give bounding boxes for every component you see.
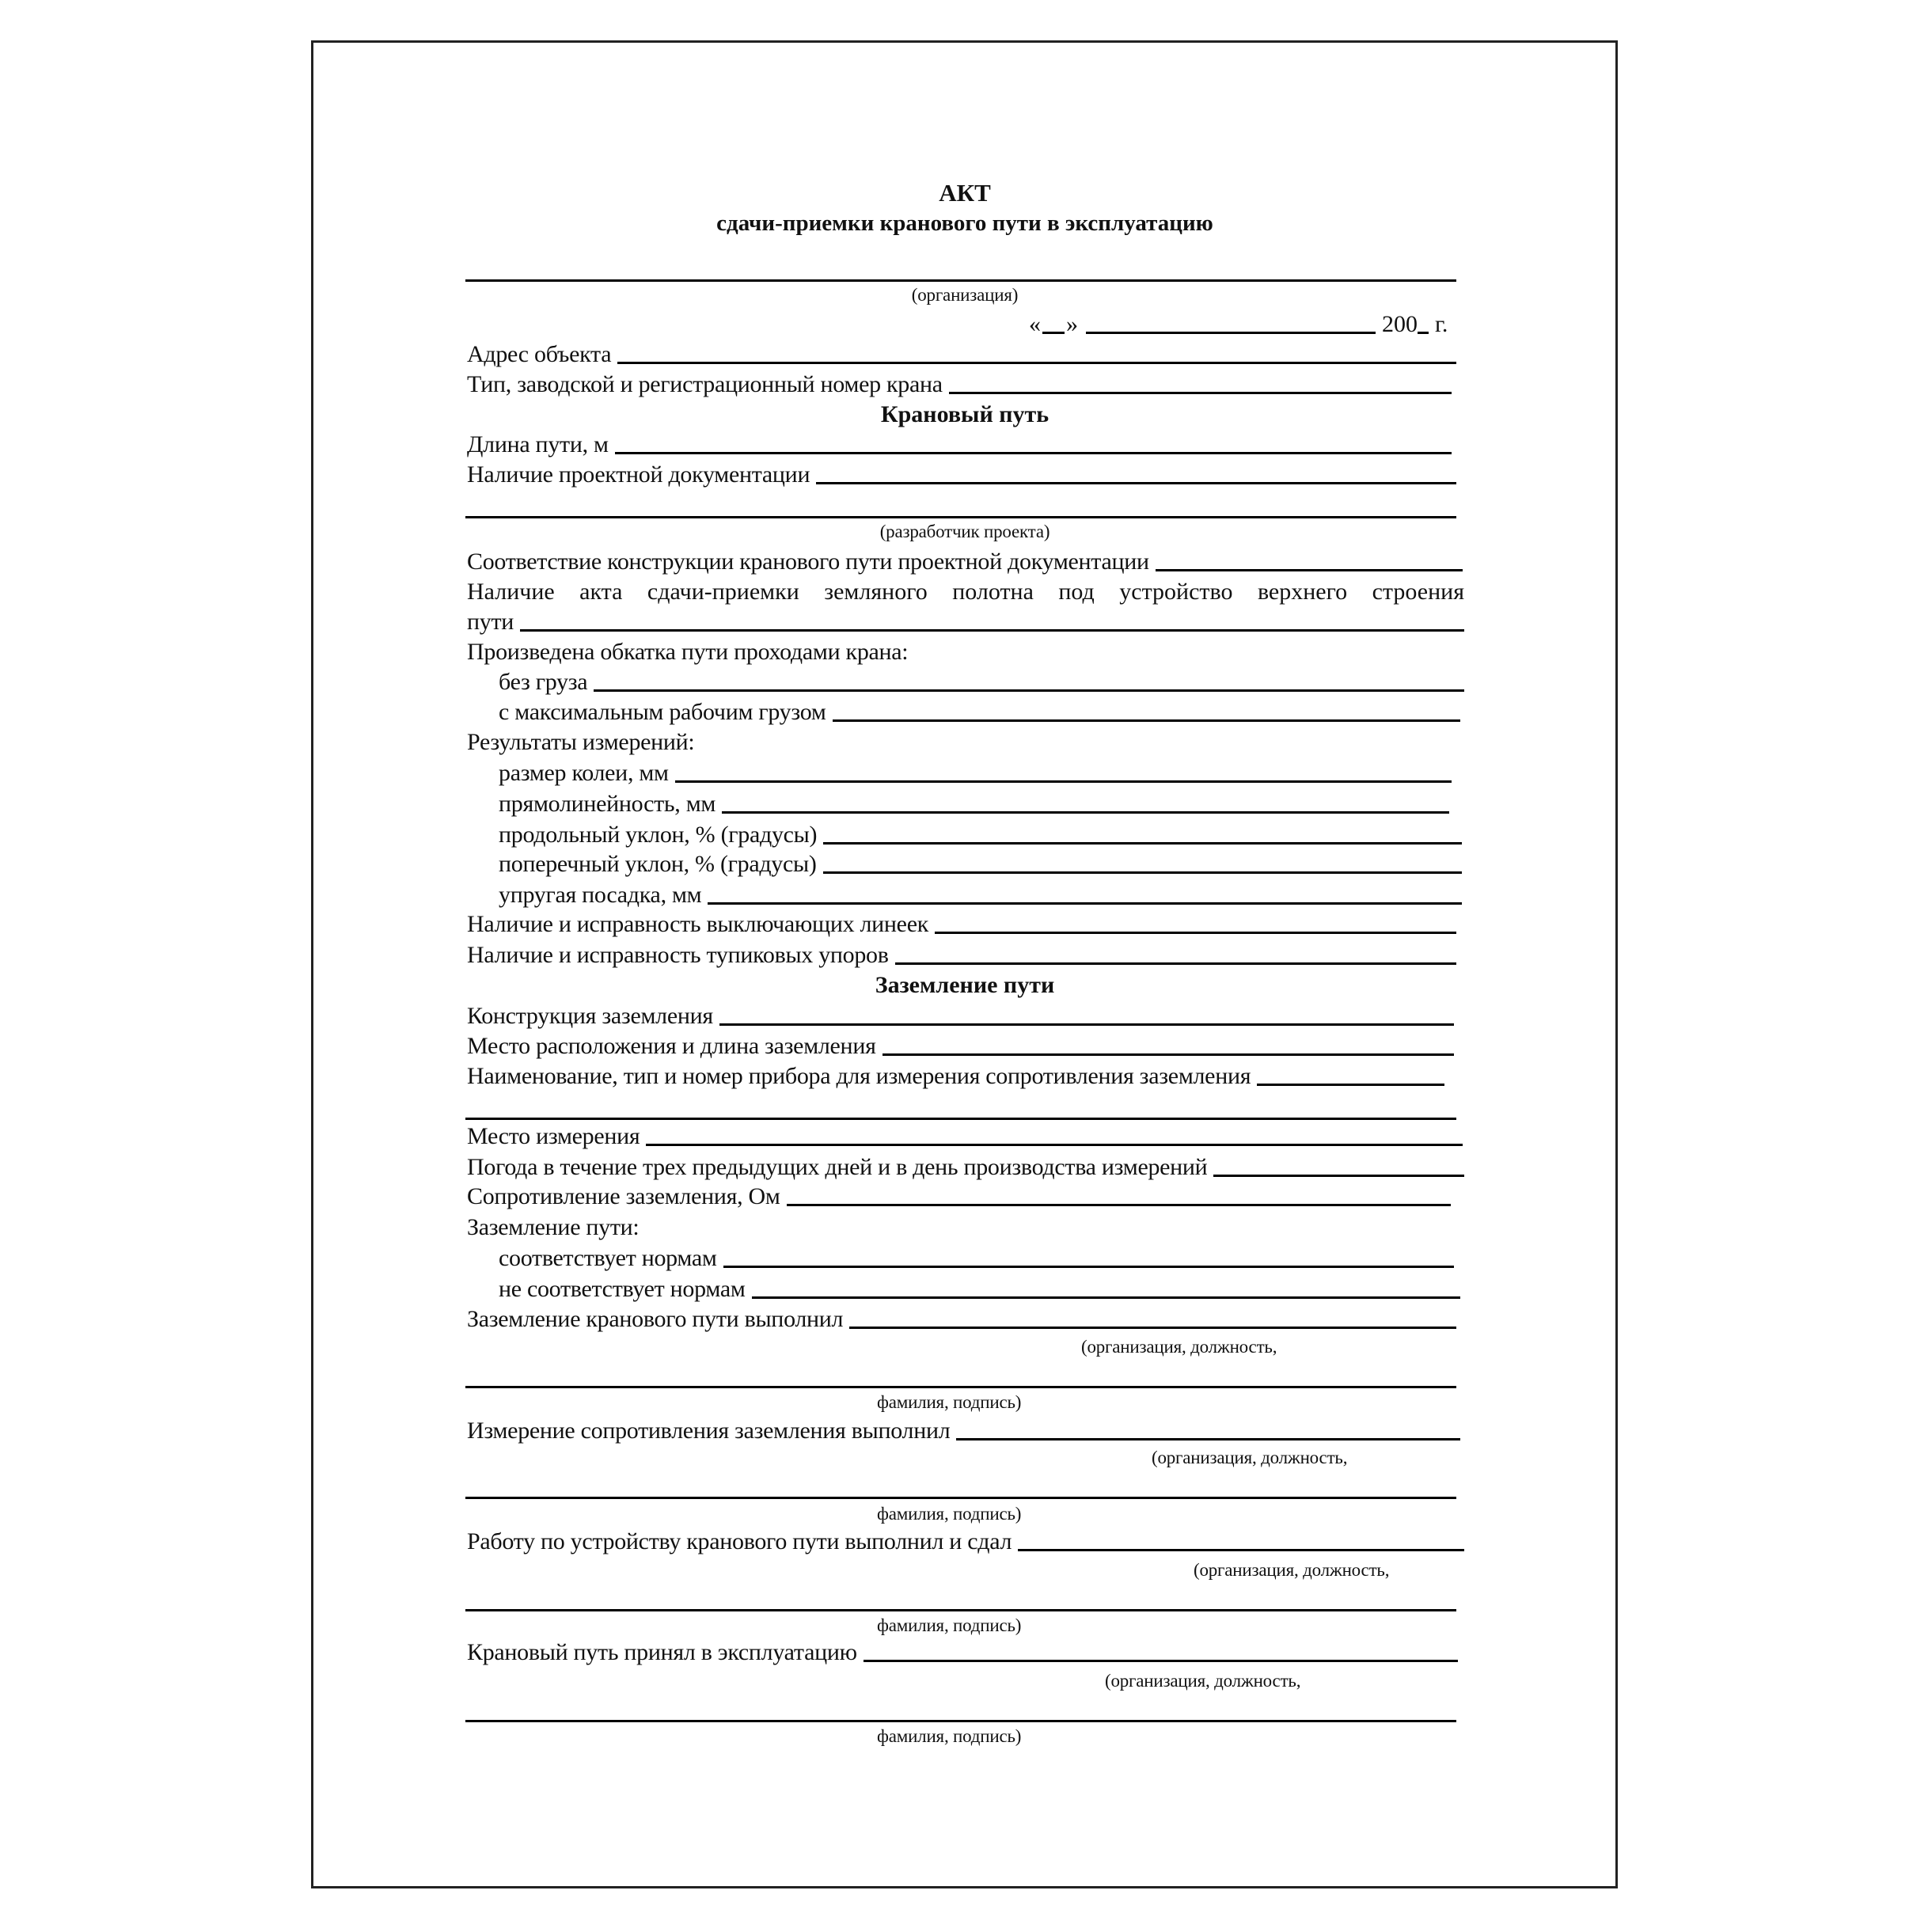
long-slope-row xyxy=(499,821,1462,849)
resistance-field[interactable] xyxy=(787,1204,1451,1206)
no-load-label: без груза xyxy=(499,669,588,695)
signature-field-name[interactable] xyxy=(465,1386,1456,1388)
date-open-quote: « xyxy=(1029,311,1041,337)
complies-row xyxy=(499,1244,1454,1273)
signature-label: Измерение сопротивления заземления выполнил xyxy=(467,1418,951,1444)
project-docs-field[interactable] xyxy=(816,482,1456,484)
signature-field[interactable] xyxy=(1018,1549,1464,1551)
date-field xyxy=(1029,310,1464,339)
act-word: устройство xyxy=(1119,579,1233,605)
elastic-label: упругая посадка, мм xyxy=(499,882,702,908)
act-cont-row xyxy=(467,608,1464,636)
act-word: полотна xyxy=(952,579,1034,605)
act-word: верхнего xyxy=(1257,579,1348,605)
no-load-row xyxy=(499,668,1464,697)
signature-field-name[interactable] xyxy=(465,1609,1456,1611)
conformity-row xyxy=(467,548,1463,576)
ground-construction-field[interactable] xyxy=(719,1023,1454,1026)
project-docs-row xyxy=(467,461,1456,489)
track-length-row xyxy=(467,431,1452,459)
signature-field[interactable] xyxy=(956,1438,1460,1440)
document-subtitle: сдачи-приемки кранового пути в эксплуатацию xyxy=(716,211,1213,236)
date-close-quote: » xyxy=(1066,311,1078,337)
complies-field[interactable] xyxy=(723,1266,1454,1268)
resistance-row xyxy=(467,1182,1451,1211)
act-word: Наличие xyxy=(467,579,555,605)
section-heading-track: Крановый путь xyxy=(880,401,1050,427)
project-developer-field[interactable] xyxy=(465,516,1456,518)
weather-label: Погода в течение трех предыдущих дней и в день производства измерений xyxy=(467,1154,1208,1180)
signature-label: Заземление кранового пути выполнил xyxy=(467,1306,844,1332)
max-load-row xyxy=(499,698,1460,727)
device-row xyxy=(467,1062,1444,1091)
resistance-label: Сопротивление заземления, Ом xyxy=(467,1183,780,1209)
signature-caption-name: фамилия, подпись) xyxy=(877,1392,1022,1412)
weather-field[interactable] xyxy=(1213,1175,1464,1177)
year-prefix: 200 xyxy=(1382,311,1418,337)
gauge-field[interactable] xyxy=(675,780,1452,783)
section-heading-grounding: Заземление пути xyxy=(875,972,1055,998)
not-complies-row xyxy=(499,1275,1460,1304)
act-word: акта xyxy=(579,579,623,605)
dead-stops-label: Наличие и исправность тупиковых упоров xyxy=(467,942,889,968)
long-slope-label: продольный уклон, % (градусы) xyxy=(499,822,818,848)
straightness-row xyxy=(499,790,1449,818)
ground-location-row xyxy=(467,1032,1454,1061)
elastic-field[interactable] xyxy=(708,902,1462,905)
signature-caption-name: фамилия, подпись) xyxy=(877,1726,1022,1746)
conformity-label: Соответствие конструкции кранового пути проектной документации xyxy=(467,548,1149,575)
earthwork-act-field[interactable] xyxy=(520,629,1464,632)
ground-construction-label: Конструкция заземления xyxy=(467,1003,713,1029)
conformity-field[interactable] xyxy=(1156,569,1463,571)
developer-caption: (разработчик проекта) xyxy=(879,522,1050,541)
act-word: строения xyxy=(1372,579,1464,605)
not-complies-field[interactable] xyxy=(752,1296,1460,1299)
signature-caption-name: фамилия, подпись) xyxy=(877,1504,1022,1524)
year-field[interactable] xyxy=(1418,332,1429,334)
act-word: под xyxy=(1058,579,1095,605)
cross-slope-label: поперечный уклон, % (градусы) xyxy=(499,851,817,877)
max-load-label: с максимальным рабочим грузом xyxy=(499,699,826,725)
month-field[interactable] xyxy=(1086,332,1376,334)
complies-label: соответствует нормам xyxy=(499,1245,717,1271)
day-field[interactable] xyxy=(1042,332,1065,334)
ground-label-row xyxy=(467,1213,1464,1242)
track-length-field[interactable] xyxy=(615,452,1452,454)
run-in-row xyxy=(467,638,1464,666)
measure-place-row xyxy=(467,1122,1463,1151)
no-load-field[interactable] xyxy=(594,689,1464,692)
signature-caption-org: (организация, должность, xyxy=(1194,1560,1390,1580)
address-field[interactable] xyxy=(617,362,1456,364)
run-in-label: Произведена обкатка пути проходами крана: xyxy=(467,639,909,665)
signature-caption-org: (организация, должность, xyxy=(1081,1337,1277,1357)
straightness-field[interactable] xyxy=(722,811,1449,814)
elastic-row xyxy=(499,881,1462,909)
signature-field[interactable] xyxy=(849,1327,1456,1329)
results-row xyxy=(467,728,1464,757)
signature-caption-name: фамилия, подпись) xyxy=(877,1615,1022,1635)
cross-slope-row xyxy=(499,850,1462,879)
straightness-label: прямолинейность, мм xyxy=(499,791,716,817)
signature-row xyxy=(467,1528,1464,1556)
signature-label: Работу по устройству кранового пути выполнил и сдал xyxy=(467,1528,1012,1554)
long-slope-field[interactable] xyxy=(823,842,1462,845)
max-load-field[interactable] xyxy=(833,719,1460,722)
device-field-continued[interactable] xyxy=(465,1118,1456,1120)
signature-field[interactable] xyxy=(864,1660,1458,1662)
device-field[interactable] xyxy=(1257,1084,1444,1086)
weather-row xyxy=(467,1153,1464,1182)
year-suffix: г. xyxy=(1435,311,1448,337)
signature-row xyxy=(467,1638,1458,1667)
measure-place-label: Место измерения xyxy=(467,1123,640,1149)
limit-rulers-label: Наличие и исправность выключающих линеек xyxy=(467,911,928,937)
act-word: земляного xyxy=(824,579,928,605)
organization-field[interactable] xyxy=(465,279,1456,282)
signature-row xyxy=(467,1417,1460,1445)
dead-stops-row xyxy=(467,941,1456,970)
dead-stops-field[interactable] xyxy=(895,962,1456,965)
address-label: Адрес объекта xyxy=(467,341,612,367)
signature-label: Крановый путь принял в эксплуатацию xyxy=(467,1639,857,1665)
address-row xyxy=(467,340,1456,369)
organization-caption: (организация) xyxy=(911,285,1019,305)
signature-caption-org: (организация, должность, xyxy=(1105,1671,1301,1691)
ground-label: Заземление пути: xyxy=(467,1214,640,1240)
crane-number-label: Тип, заводской и регистрационный номер крана xyxy=(467,371,943,397)
act-word: сдачи-приемки xyxy=(647,579,799,605)
gauge-label: размер колеи, мм xyxy=(499,760,669,786)
crane-number-row xyxy=(467,370,1452,399)
gauge-row xyxy=(499,759,1452,788)
cross-slope-field[interactable] xyxy=(823,871,1462,874)
measure-place-field[interactable] xyxy=(646,1144,1463,1146)
signature-row xyxy=(467,1305,1456,1334)
act-cont-label: пути xyxy=(467,609,514,635)
ground-construction-row xyxy=(467,1002,1454,1031)
limit-rulers-row xyxy=(467,910,1456,939)
signature-field-name[interactable] xyxy=(465,1720,1456,1722)
project-docs-label: Наличие проектной документации xyxy=(467,461,810,488)
not-complies-label: не соответствует нормам xyxy=(499,1276,746,1302)
device-label: Наименование, тип и номер прибора для измерения сопротивления заземления xyxy=(467,1063,1251,1089)
act-line xyxy=(467,578,1464,606)
track-length-label: Длина пути, м xyxy=(467,431,609,457)
limit-rulers-field[interactable] xyxy=(935,932,1456,934)
signature-field-name[interactable] xyxy=(465,1497,1456,1499)
crane-number-field[interactable] xyxy=(949,392,1452,394)
signature-caption-org: (организация, должность, xyxy=(1152,1448,1348,1467)
ground-location-label: Место расположения и длина заземления xyxy=(467,1033,876,1059)
results-label: Результаты измерений: xyxy=(467,729,695,755)
document-title: АКТ xyxy=(939,179,991,207)
ground-location-field[interactable] xyxy=(882,1053,1454,1056)
